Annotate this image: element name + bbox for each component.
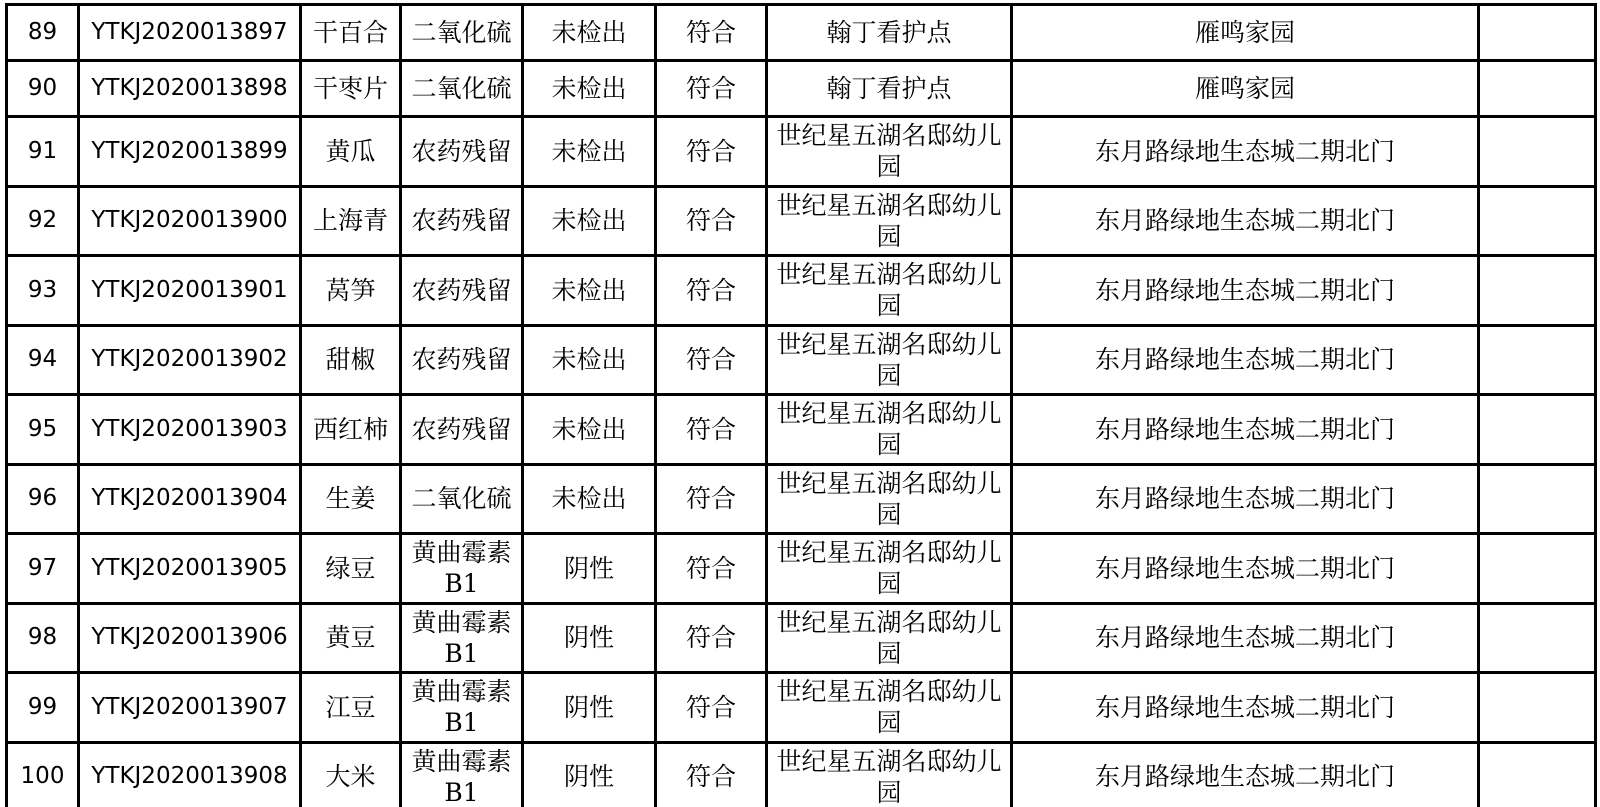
cell-extra [1479, 5, 1596, 61]
table-row [7, 325, 1596, 395]
cell-sample-place: 世纪星五湖名邸幼儿园 [767, 186, 1012, 256]
cell-row-number: 100 [7, 742, 79, 807]
cell-address: 东月路绿地生态城二期北门 [1012, 325, 1479, 395]
cell-conclusion: 符合 [656, 256, 767, 326]
cell-conclusion: 符合 [656, 673, 767, 743]
cell-sample-name: 大米 [301, 742, 401, 807]
cell-row-number: 93 [7, 256, 79, 326]
cell-sample-code: YTKJ2020013902 [79, 325, 301, 395]
cell-address: 东月路绿地生态城二期北门 [1012, 742, 1479, 807]
cell-conclusion: 符合 [656, 603, 767, 673]
cell-sample-name: 干百合 [301, 5, 401, 61]
cell-test-result: 未检出 [523, 61, 656, 117]
table-row [7, 61, 1596, 117]
cell-test-item: 黄曲霉素B1 [401, 673, 523, 743]
cell-conclusion: 符合 [656, 464, 767, 534]
cell-extra [1479, 256, 1596, 326]
cell-extra [1479, 186, 1596, 256]
table-row [7, 534, 1596, 604]
cell-row-number: 92 [7, 186, 79, 256]
cell-sample-code: YTKJ2020013900 [79, 186, 301, 256]
cell-sample-place: 世纪星五湖名邸幼儿园 [767, 325, 1012, 395]
cell-address: 东月路绿地生态城二期北门 [1012, 395, 1479, 465]
cell-test-item: 二氧化硫 [401, 464, 523, 534]
cell-sample-name: 江豆 [301, 673, 401, 743]
cell-extra [1479, 534, 1596, 604]
cell-sample-name: 绿豆 [301, 534, 401, 604]
cell-conclusion: 符合 [656, 117, 767, 187]
cell-extra [1479, 673, 1596, 743]
cell-test-item: 农药残留 [401, 117, 523, 187]
cell-sample-place: 世纪星五湖名邸幼儿园 [767, 464, 1012, 534]
table-row [7, 117, 1596, 187]
cell-sample-place: 世纪星五湖名邸幼儿园 [767, 117, 1012, 187]
cell-sample-place: 世纪星五湖名邸幼儿园 [767, 603, 1012, 673]
cell-conclusion: 符合 [656, 534, 767, 604]
cell-row-number: 95 [7, 395, 79, 465]
cell-test-result: 阴性 [523, 673, 656, 743]
cell-sample-code: YTKJ2020013903 [79, 395, 301, 465]
cell-row-number: 97 [7, 534, 79, 604]
table-row [7, 256, 1596, 326]
cell-sample-place: 世纪星五湖名邸幼儿园 [767, 534, 1012, 604]
table-row [7, 395, 1596, 465]
cell-sample-name: 干枣片 [301, 61, 401, 117]
cell-test-result: 未检出 [523, 5, 656, 61]
cell-test-result: 阴性 [523, 603, 656, 673]
cell-sample-code: YTKJ2020013904 [79, 464, 301, 534]
cell-row-number: 91 [7, 117, 79, 187]
cell-test-result: 未检出 [523, 117, 656, 187]
cell-extra [1479, 603, 1596, 673]
cell-extra [1479, 464, 1596, 534]
cell-sample-name: 黄豆 [301, 603, 401, 673]
cell-extra [1479, 61, 1596, 117]
cell-test-item: 黄曲霉素B1 [401, 742, 523, 807]
cell-address: 雁鸣家园 [1012, 5, 1479, 61]
cell-test-result: 阴性 [523, 534, 656, 604]
cell-row-number: 96 [7, 464, 79, 534]
cell-sample-name: 上海青 [301, 186, 401, 256]
cell-test-item: 农药残留 [401, 395, 523, 465]
cell-extra [1479, 742, 1596, 807]
cell-sample-place: 世纪星五湖名邸幼儿园 [767, 395, 1012, 465]
cell-test-result: 未检出 [523, 464, 656, 534]
cell-sample-name: 生姜 [301, 464, 401, 534]
cell-address: 东月路绿地生态城二期北门 [1012, 673, 1479, 743]
cell-sample-name: 西红柿 [301, 395, 401, 465]
cell-sample-place: 世纪星五湖名邸幼儿园 [767, 673, 1012, 743]
cell-conclusion: 符合 [656, 186, 767, 256]
cell-sample-code: YTKJ2020013899 [79, 117, 301, 187]
cell-sample-code: YTKJ2020013905 [79, 534, 301, 604]
cell-sample-name: 莴笋 [301, 256, 401, 326]
cell-row-number: 94 [7, 325, 79, 395]
cell-conclusion: 符合 [656, 5, 767, 61]
table-row [7, 742, 1596, 807]
cell-address: 东月路绿地生态城二期北门 [1012, 534, 1479, 604]
inspection-results-table [5, 3, 1597, 807]
cell-sample-code: YTKJ2020013897 [79, 5, 301, 61]
cell-row-number: 90 [7, 61, 79, 117]
cell-address: 东月路绿地生态城二期北门 [1012, 117, 1479, 187]
cell-test-result: 未检出 [523, 395, 656, 465]
cell-test-item: 黄曲霉素B1 [401, 603, 523, 673]
cell-conclusion: 符合 [656, 395, 767, 465]
cell-conclusion: 符合 [656, 61, 767, 117]
cell-sample-name: 黄瓜 [301, 117, 401, 187]
cell-sample-code: YTKJ2020013908 [79, 742, 301, 807]
cell-test-result: 未检出 [523, 256, 656, 326]
cell-test-result: 未检出 [523, 186, 656, 256]
cell-sample-name: 甜椒 [301, 325, 401, 395]
cell-address: 东月路绿地生态城二期北门 [1012, 603, 1479, 673]
cell-test-item: 农药残留 [401, 256, 523, 326]
cell-test-item: 黄曲霉素B1 [401, 534, 523, 604]
cell-address: 东月路绿地生态城二期北门 [1012, 256, 1479, 326]
cell-sample-place: 翰丁看护点 [767, 5, 1012, 61]
table-row [7, 186, 1596, 256]
cell-sample-code: YTKJ2020013901 [79, 256, 301, 326]
cell-row-number: 89 [7, 5, 79, 61]
table-row [7, 464, 1596, 534]
cell-test-result: 未检出 [523, 325, 656, 395]
table-row [7, 603, 1596, 673]
table-row [7, 673, 1596, 743]
cell-sample-code: YTKJ2020013906 [79, 603, 301, 673]
cell-extra [1479, 325, 1596, 395]
table-row [7, 5, 1596, 61]
cell-conclusion: 符合 [656, 742, 767, 807]
cell-address: 雁鸣家园 [1012, 61, 1479, 117]
cell-sample-place: 翰丁看护点 [767, 61, 1012, 117]
cell-extra [1479, 395, 1596, 465]
cell-test-item: 二氧化硫 [401, 5, 523, 61]
cell-address: 东月路绿地生态城二期北门 [1012, 186, 1479, 256]
cell-sample-code: YTKJ2020013907 [79, 673, 301, 743]
cell-test-item: 二氧化硫 [401, 61, 523, 117]
cell-test-item: 农药残留 [401, 325, 523, 395]
cell-address: 东月路绿地生态城二期北门 [1012, 464, 1479, 534]
cell-row-number: 98 [7, 603, 79, 673]
cell-extra [1479, 117, 1596, 187]
cell-sample-code: YTKJ2020013898 [79, 61, 301, 117]
cell-conclusion: 符合 [656, 325, 767, 395]
cell-sample-place: 世纪星五湖名邸幼儿园 [767, 256, 1012, 326]
cell-row-number: 99 [7, 673, 79, 743]
cell-sample-place: 世纪星五湖名邸幼儿园 [767, 742, 1012, 807]
cell-test-item: 农药残留 [401, 186, 523, 256]
cell-test-result: 阴性 [523, 742, 656, 807]
